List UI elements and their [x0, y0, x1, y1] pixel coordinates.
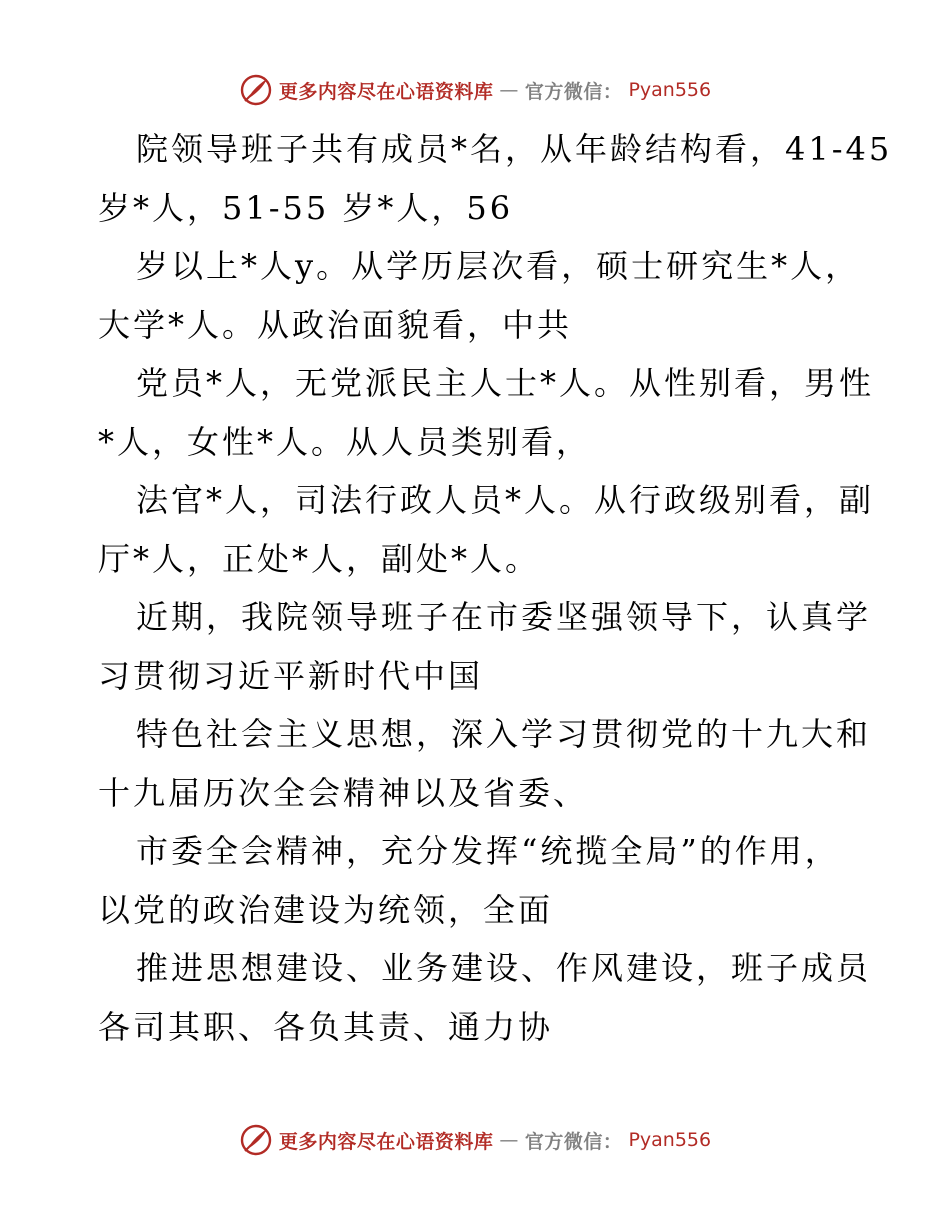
paragraph-line: 推进思想建设、业务建设、作风建设，班子成员 [136, 949, 872, 987]
paragraph-line: 厅*人，正处*人，副处*人。 [98, 539, 541, 578]
watermark-wechat-label: 官方微信： [524, 80, 623, 103]
paragraph-line: 党员*人，无党派民主人士*人。从性别看，男性 [136, 364, 875, 402]
quill-pen-logo-icon [239, 73, 273, 107]
watermark-separator: — [499, 1129, 519, 1151]
paragraph-line: *人，女性*人。从人员类别看， [98, 422, 592, 461]
watermark-text: 更多内容尽在心语资料库 [278, 1130, 494, 1153]
paragraph-line: 市委全会精神，充分发挥“统揽全局”的作用， [136, 832, 840, 870]
watermark-wechat-id: Pyan556 [628, 79, 712, 101]
watermark-wechat-label: 官方微信： [524, 1130, 623, 1153]
paragraph-line: 近期，我院领导班子在市委坚强领导下，认真学 [136, 598, 872, 636]
paragraph-line: 习贯彻习近平新时代中国 [98, 656, 484, 695]
watermark-separator: — [499, 79, 519, 101]
paragraph-line: 岁*人，51-55 岁*人，56 [98, 188, 514, 227]
document-body [98, 120, 893, 1056]
paragraph-line: 大学*人。从政治面貌看，中共 [98, 305, 573, 344]
paragraph-line: 岁以上*人y。从学历层次看，硕士研究生*人， [136, 247, 861, 285]
footer-watermark [0, 1120, 950, 1160]
watermark-text: 更多内容尽在心语资料库 [278, 80, 494, 103]
paragraph-line: 院领导班子共有成员*名，从年龄结构看，41-45 [136, 130, 893, 168]
header-watermark [0, 70, 950, 110]
watermark-wechat-id: Pyan556 [628, 1129, 712, 1151]
paragraph-line: 法官*人，司法行政人员*人。从行政级别看，副 [136, 481, 875, 519]
paragraph-line: 特色社会主义思想，深入学习贯彻党的十九大和 [136, 715, 872, 753]
paragraph-line: 十九届历次全会精神以及省委、 [98, 773, 589, 812]
quill-pen-logo-icon [239, 1123, 273, 1157]
paragraph-line: 各司其职、各负其责、通力协 [98, 1007, 554, 1046]
paragraph-line: 以党的政治建设为统领，全面 [98, 890, 554, 929]
